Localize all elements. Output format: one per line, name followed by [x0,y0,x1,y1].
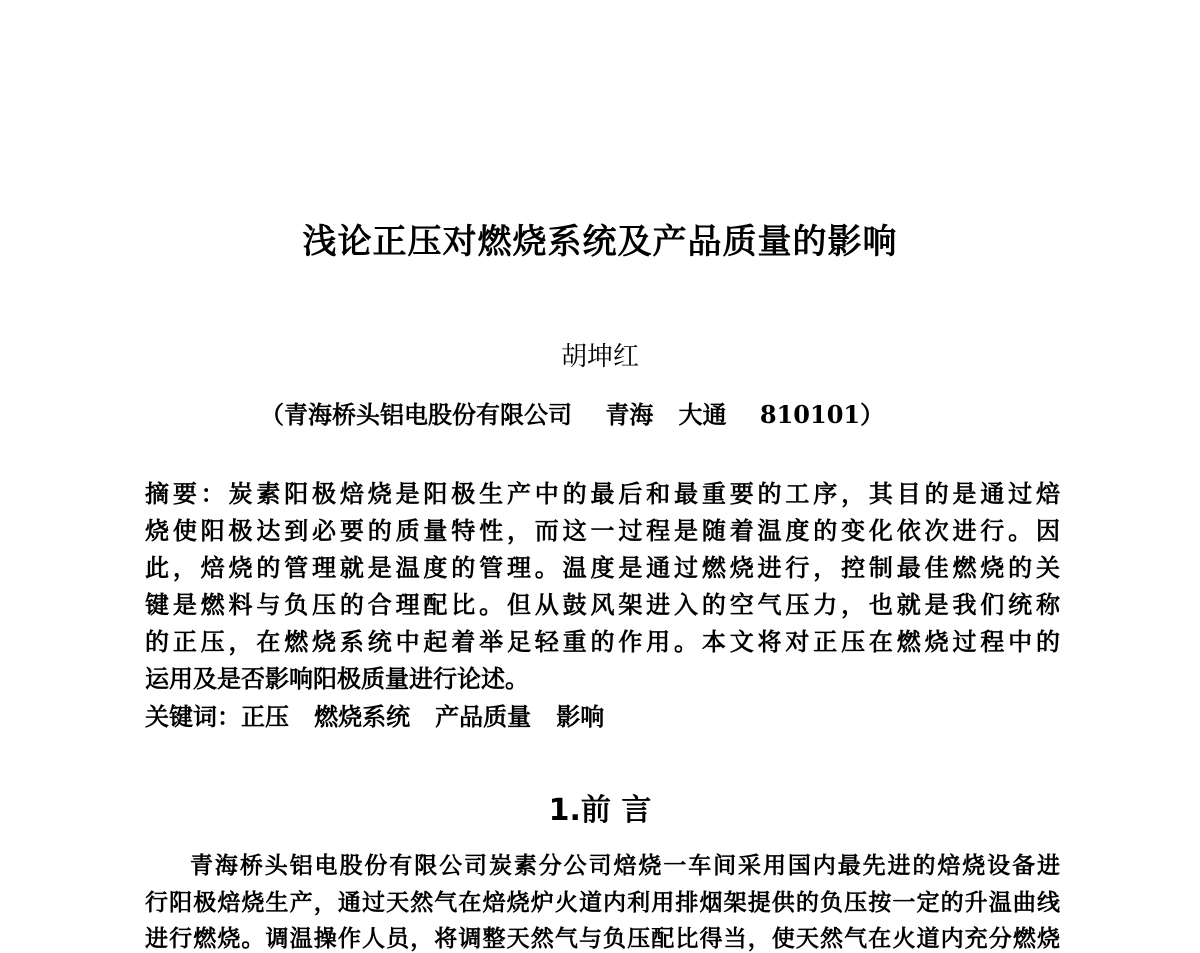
abstract-line: 烧使阳极达到必要的质量特性，而这一过程是随着温度的变化依次进行。因 [145,516,1060,545]
abstract-line: 摘要：炭素阳极焙烧是阳极生产中的最后和最重要的工序，其目的是通过焙 [145,479,1060,508]
body-line: 行阳极焙烧生产，通过天然气在焙烧炉火道内利用排烟架提供的负压按一定的升温曲线 [145,890,1060,916]
section-heading: 1.前 言 [548,793,652,828]
body-line: 进行燃烧。调温操作人员，将调整天然气与负压配比得当，使天然气在火道内充分燃烧 [145,926,1060,952]
keywords: 关键词：正压 燃烧系统 产品质量 影响 [145,702,605,731]
abstract-line: 运用及是否影响阳极质量进行论述。 [145,664,529,693]
abstract-line: 键是燃料与负压的合理配比。但从鼓风架进入的空气压力，也就是我们统称 [145,590,1060,619]
author-affiliation: （青海桥头铝电股份有限公司 青海 大通 810101） [260,400,885,429]
abstract-line: 此，焙烧的管理就是温度的管理。温度是通过燃烧进行，控制最佳燃烧的关 [145,553,1060,582]
abstract-line: 的正压，在燃烧系统中起着举足轻重的作用。本文将对正压在燃烧过程中的 [145,627,1060,656]
author-name: 胡坤红 [560,342,639,372]
paper-title: 浅论正压对燃烧系统及产品质量的影响 [302,222,898,262]
body-line: 青海桥头铝电股份有限公司炭素分公司焙烧一车间采用国内最先进的焙烧设备进 [190,853,1060,879]
